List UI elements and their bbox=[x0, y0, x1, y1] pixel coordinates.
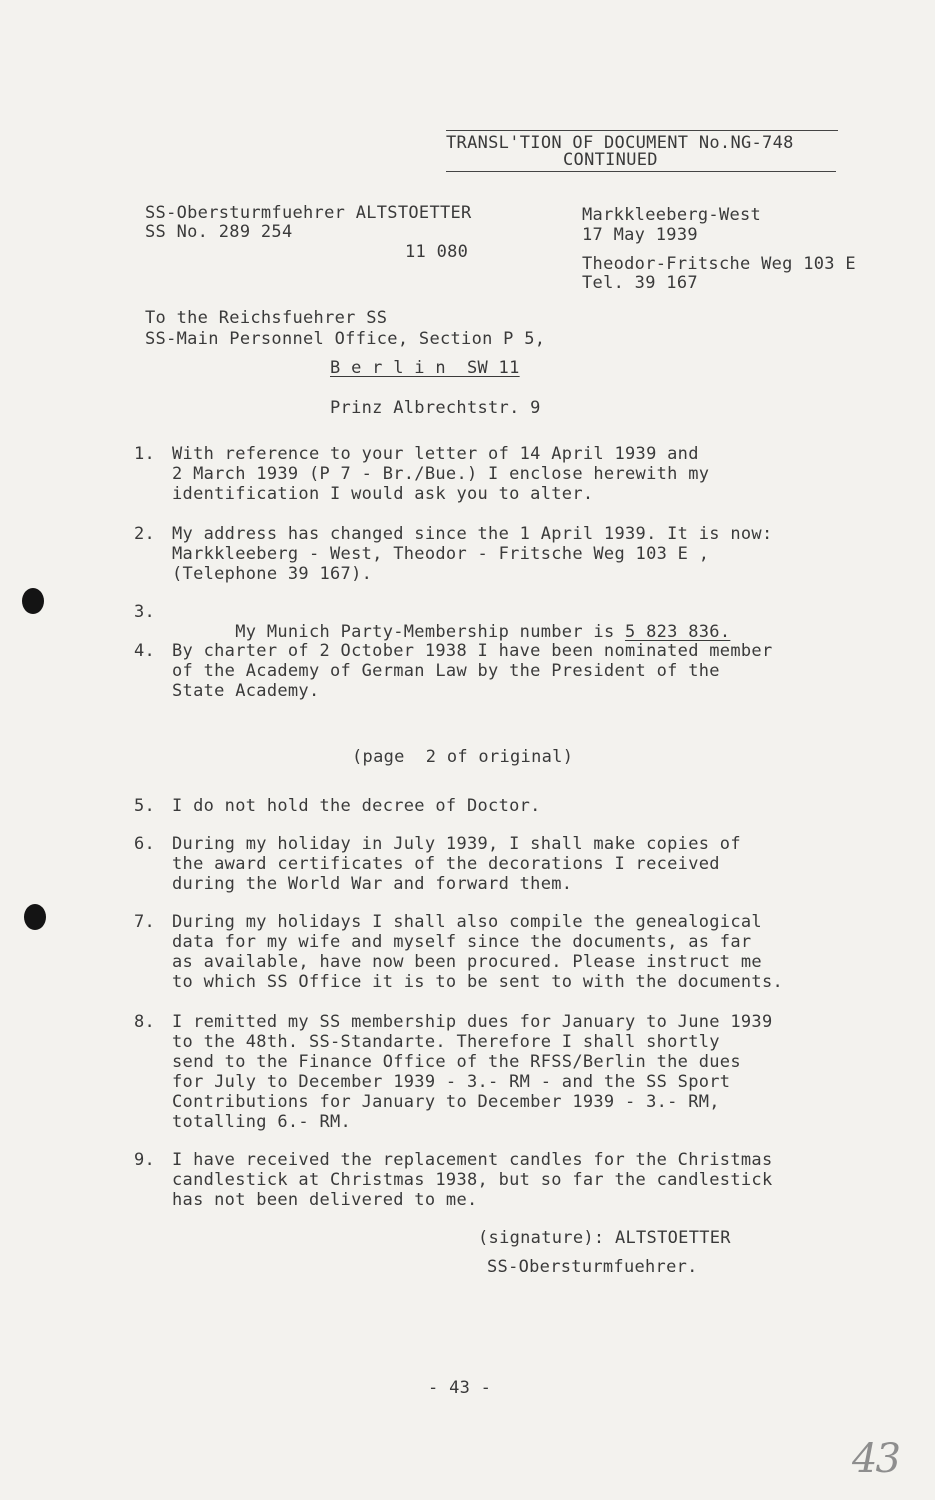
item-number: 8. bbox=[134, 1012, 156, 1032]
addressee-line2: SS-Main Personnel Office, Section P 5, bbox=[145, 329, 546, 349]
item-number: 6. bbox=[134, 834, 156, 854]
item-line: for July to December 1939 - 3.- RM - and the SS Sport bbox=[172, 1072, 731, 1092]
punch-hole-upper bbox=[22, 588, 44, 614]
item-line: of the Academy of German Law by the President of the bbox=[172, 661, 720, 681]
sender-ss-number: SS No. 289 254 bbox=[145, 222, 293, 242]
party-membership-number: 5 823 836. bbox=[625, 622, 731, 642]
item-line: during the World War and forward them. bbox=[172, 874, 573, 894]
item-line: to the 48th. SS-Standarte. Therefore I shall shortly bbox=[172, 1032, 720, 1052]
item-line: send to the Finance Office of the RFSS/Berlin the dues bbox=[172, 1052, 741, 1072]
item-line: candlestick at Christmas 1938, but so far the candlestick bbox=[172, 1170, 773, 1190]
item-line: With reference to your letter of 14 April 1939 and bbox=[172, 444, 699, 464]
telephone: Tel. 39 167 bbox=[582, 273, 698, 293]
item-line: Contributions for January to December 1939 - 3.- RM, bbox=[172, 1092, 720, 1112]
item-line: I remitted my SS membership dues for January to June 1939 bbox=[172, 1012, 773, 1032]
document-title-continued: CONTINUED bbox=[563, 150, 658, 170]
item-number: 2. bbox=[134, 524, 156, 544]
item-number: 1. bbox=[134, 444, 156, 464]
addressee-line1: To the Reichsfuehrer SS bbox=[145, 308, 388, 328]
sender-reference: 11 080 bbox=[405, 242, 469, 262]
street-address: Theodor-Fritsche Weg 103 E bbox=[582, 254, 856, 274]
item-line: identification I would ask you to alter. bbox=[172, 484, 594, 504]
punch-hole-lower bbox=[24, 904, 46, 930]
item-line: My address has changed since the 1 April 1939. It is now: bbox=[172, 524, 773, 544]
page-note: (page 2 of original) bbox=[352, 747, 574, 767]
item-number: 3. bbox=[134, 602, 156, 622]
signature-rank: SS-Obersturmfuehrer. bbox=[487, 1257, 698, 1277]
item-line: During my holidays I shall also compile the genealogical bbox=[172, 912, 762, 932]
item-number: 9. bbox=[134, 1150, 156, 1170]
item-line: (Telephone 39 167). bbox=[172, 564, 373, 584]
sender-rank-name: SS-Obersturmfuehrer ALTSTOETTER bbox=[145, 203, 472, 223]
item-line: By charter of 2 October 1938 I have been nominated member bbox=[172, 641, 773, 661]
item-line: data for my wife and myself since the documents, as far bbox=[172, 932, 752, 952]
addressee-city: B e r l i n SW 11 bbox=[330, 358, 520, 378]
header-bottom-rule bbox=[446, 171, 836, 172]
item-line: During my holiday in July 1939, I shall make copies of bbox=[172, 834, 741, 854]
date: 17 May 1939 bbox=[582, 225, 698, 245]
item-line: I do not hold the decree of Doctor. bbox=[172, 796, 541, 816]
item-line: as available, have now been procured. Please instruct me bbox=[172, 952, 762, 972]
item-line: the award certificates of the decorations I received bbox=[172, 854, 720, 874]
addressee-street: Prinz Albrechtstr. 9 bbox=[330, 398, 541, 418]
item-number: 4. bbox=[134, 641, 156, 661]
item-number: 5. bbox=[134, 796, 156, 816]
item-line: State Academy. bbox=[172, 681, 320, 701]
header-top-rule bbox=[446, 130, 838, 131]
item-line: to which SS Office it is to be sent to with the documents. bbox=[172, 972, 784, 992]
item-line: My Munich Party-Membership number is bbox=[235, 622, 615, 642]
page-number: - 43 - bbox=[428, 1378, 492, 1398]
item-line: totalling 6.- RM. bbox=[172, 1112, 352, 1132]
signature-line: (signature): ALTSTOETTER bbox=[478, 1228, 731, 1248]
handwritten-page-number: 43 bbox=[852, 1436, 899, 1482]
item-line: has not been delivered to me. bbox=[172, 1190, 478, 1210]
item-line: Markkleeberg - West, Theodor - Fritsche Weg 103 E , bbox=[172, 544, 710, 564]
place: Markkleeberg-West bbox=[582, 205, 762, 225]
item-line: I have received the replacement candles for the Christmas bbox=[172, 1150, 773, 1170]
item-line: 2 March 1939 (P 7 - Br./Bue.) I enclose herewith my bbox=[172, 464, 710, 484]
document-title: TRANSL'TION OF DOCUMENT No.NG-748 bbox=[446, 133, 794, 153]
item-number: 7. bbox=[134, 912, 156, 932]
